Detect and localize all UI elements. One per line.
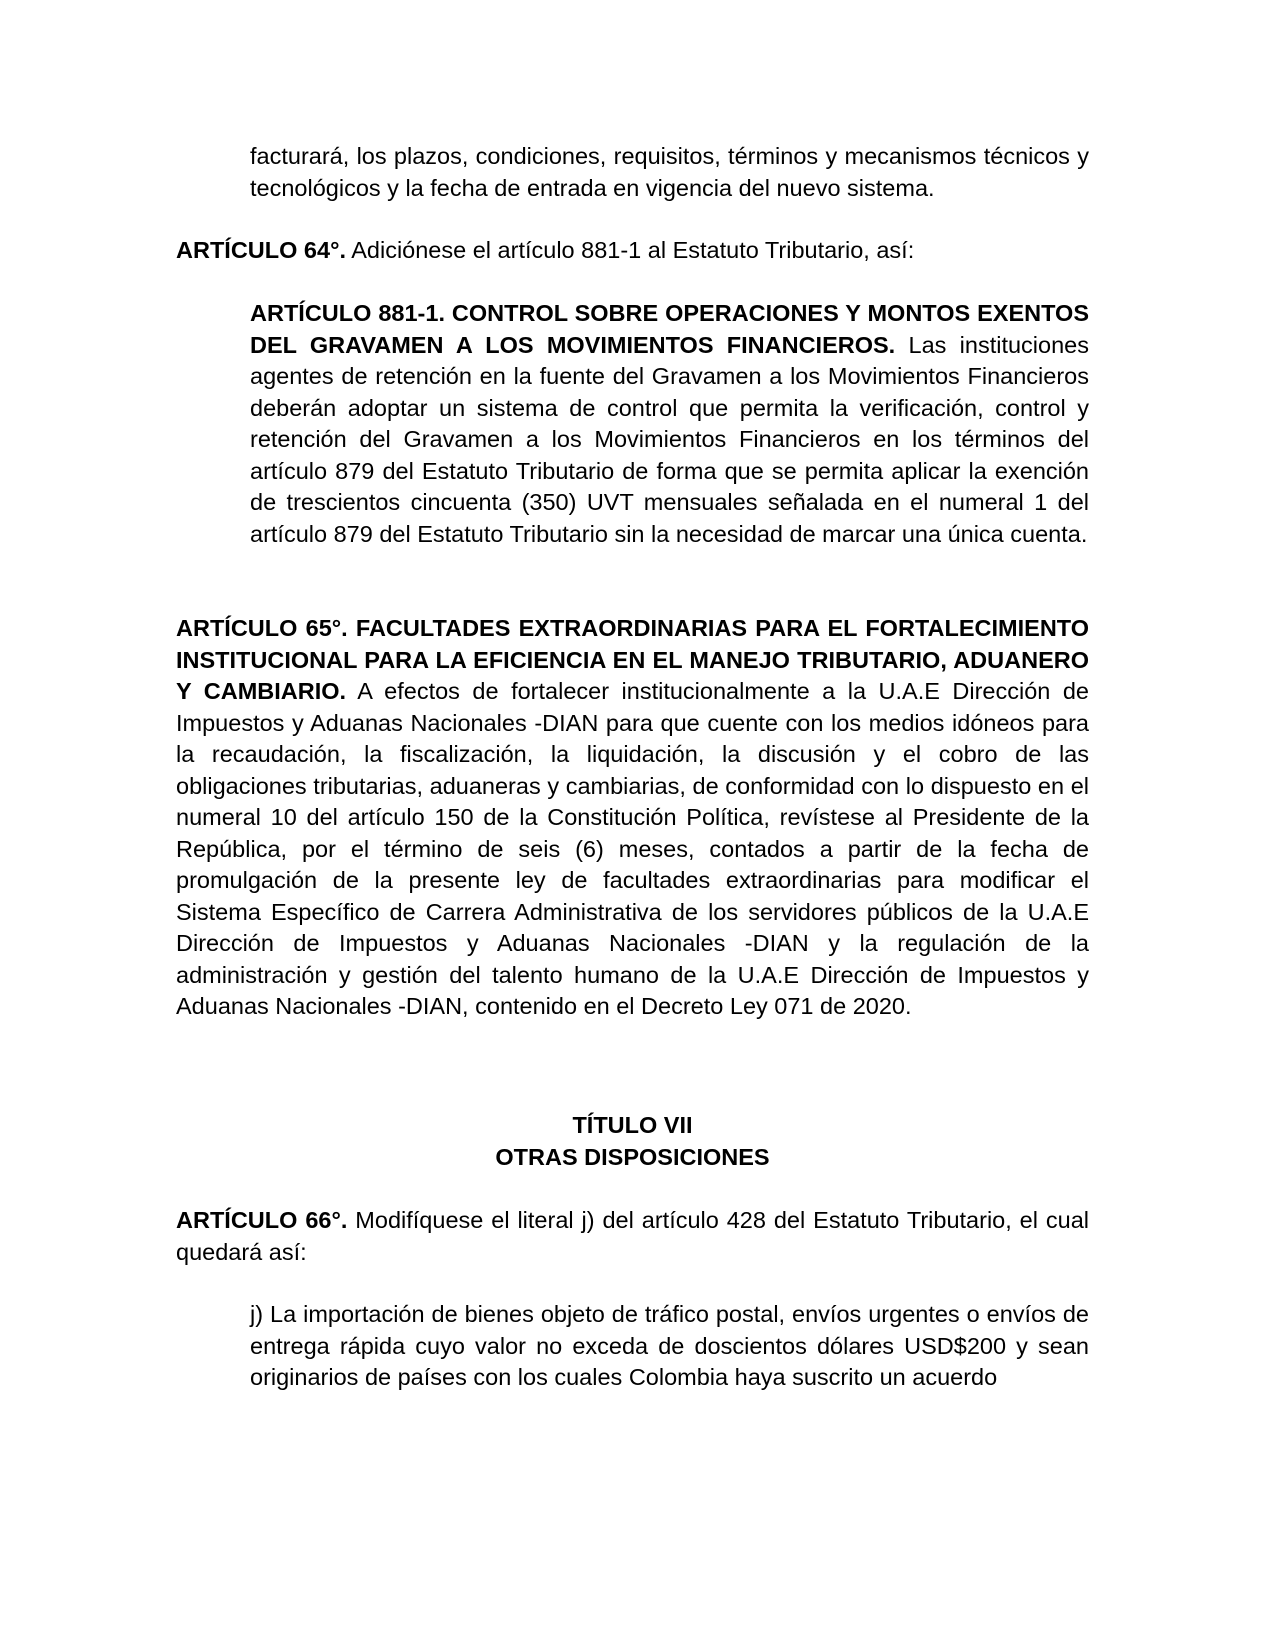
article-881-1-paragraph bbox=[250, 298, 1089, 550]
article-64-heading: ARTÍCULO 64°. bbox=[176, 237, 346, 263]
article-65-heading: ARTÍCULO 65°. FACULTADES EXTRAORDINARIAS PARA EL FORTALECIMIENTO INSTITUCIONAL PARA LA EFICIENCIA EN EL MANEJO TRIBUTARIO, ADUANERO Y CAMBIARIO. bbox=[176, 615, 1089, 704]
literal-j-text: j) La importación de bienes objeto de tráfico postal, envíos urgentes o envíos de entrega rápida cuyo valor no exceda de doscientos dólares USD$200 y sean originarios de países con los cuales Colombia haya suscrito un acuerdo bbox=[250, 1301, 1089, 1390]
title-vii-heading bbox=[176, 1110, 1089, 1173]
article-64-text: Adiciónese el artículo 881-1 al Estatuto Tributario, así: bbox=[346, 237, 915, 263]
literal-j-paragraph bbox=[250, 1299, 1089, 1394]
article-65-paragraph bbox=[176, 613, 1089, 1023]
continuation-text: facturará, los plazos, condiciones, requisitos, términos y mecanismos técnicos y tecnológicos y la fecha de entrada en vigencia del nuevo sistema. bbox=[250, 143, 1089, 201]
article-66-heading: ARTÍCULO 66°. bbox=[176, 1207, 348, 1233]
title-name: OTRAS DISPOSICIONES bbox=[495, 1143, 770, 1170]
article-65-text: A efectos de fortalecer institucionalmente a la U.A.E Dirección de Impuestos y Aduanas Nacionales -DIAN para que cuente con los medios idóneos para la recaudación, la fiscalización, la liquidación, la discusión y el cobro de las obligaciones tributarias, aduaneras y cambiarias, de conformidad con lo dispuesto en el numeral 10 del artículo 150 de la Constitución Política, revístese al Presidente de la República, por el término de seis (6) meses, contados a partir de la fecha de promulgación de la presente ley de facultades extraordinarias para modificar el Sistema Específico de Carrera Administrativa de los servidores públicos de la U.A.E Dirección de Impuestos y Aduanas Nacionales -DIAN y la regulación de la administración y gestión del talento humano de la U.A.E Dirección de Impuestos y Aduanas Nacionales -DIAN, contenido en el Decreto Ley 071 de 2020. bbox=[176, 678, 1089, 1019]
article-66-paragraph bbox=[176, 1205, 1089, 1268]
article-66-text: Modifíquese el literal j) del artículo 428 del Estatuto Tributario, el cual quedará así: bbox=[176, 1207, 1090, 1265]
title-number: TÍTULO VII bbox=[572, 1112, 693, 1138]
continuation-paragraph bbox=[250, 141, 1089, 204]
article-881-1-heading: ARTÍCULO 881-1. CONTROL SOBRE OPERACIONES Y MONTOS EXENTOS DEL GRAVAMEN A LOS MOVIMIENTOS FINANCIEROS. bbox=[250, 300, 1089, 358]
article-881-1-text: Las instituciones agentes de retención en la fuente del Gravamen a los Movimientos Financieros deberán adoptar un sistema de control que permita la verificación, control y retención del Gravamen a los Movimientos Financieros en los términos del artículo 879 del Estatuto Tributario de forma que se permita aplicar la exención de trescientos cincuenta (350) UVT mensuales señalada en el numeral 1 del artículo 879 del Estatuto Tributario sin la necesidad de marcar una única cuenta. bbox=[250, 331, 1089, 547]
article-64-paragraph bbox=[176, 235, 1089, 267]
